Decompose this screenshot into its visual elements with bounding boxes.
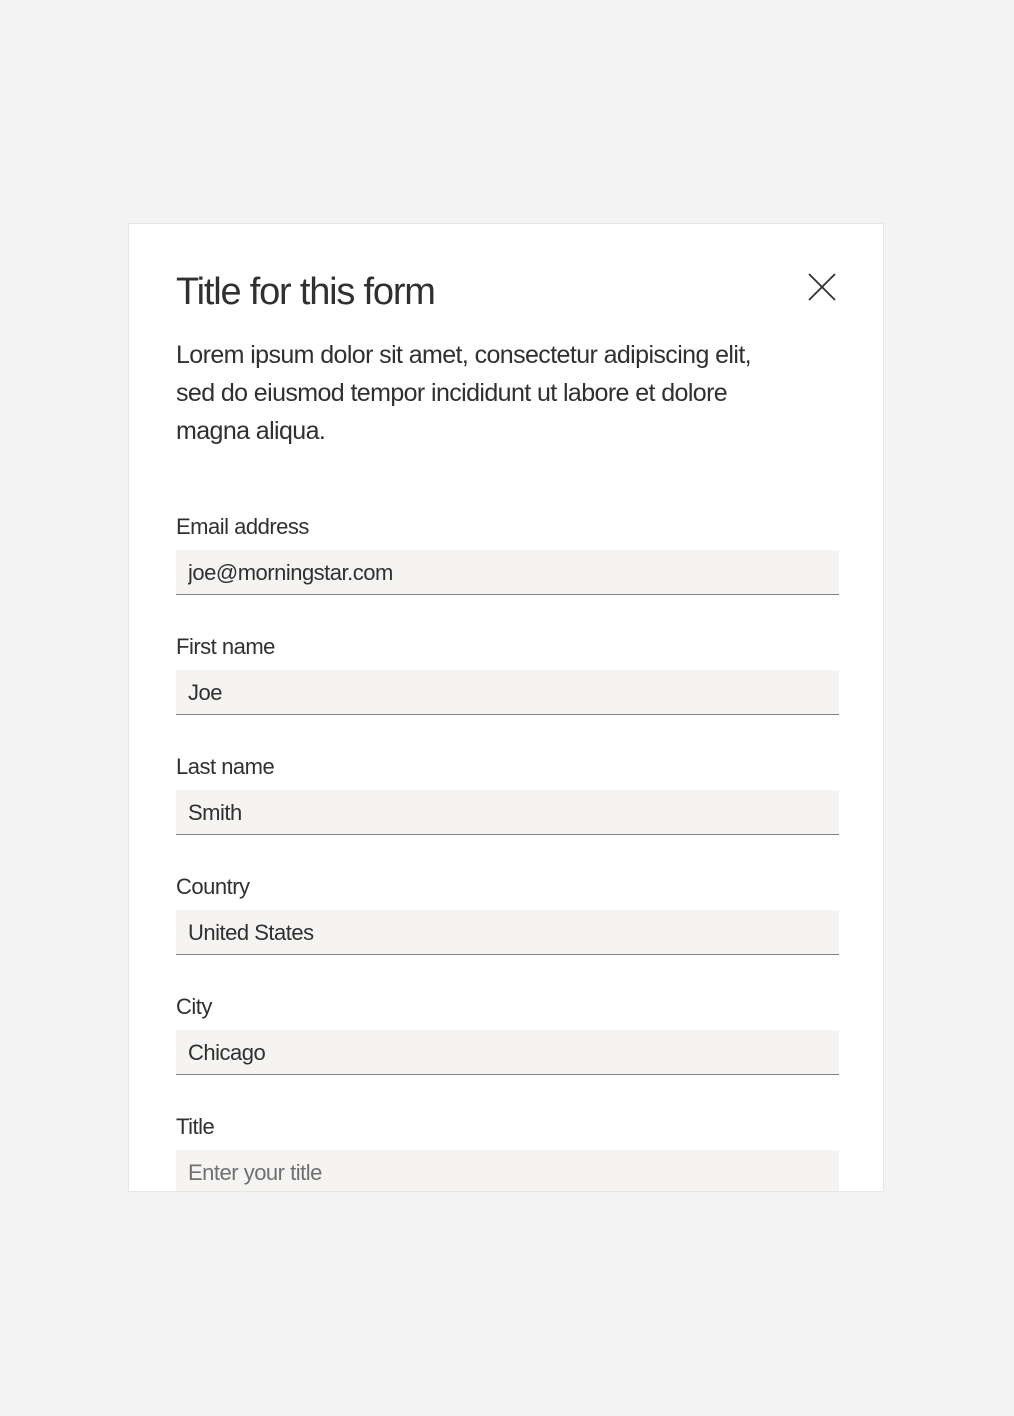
close-icon	[805, 270, 839, 304]
first-name-label: First name	[176, 634, 275, 659]
country-label: Country	[176, 874, 250, 899]
city-field[interactable]	[176, 1030, 839, 1075]
form-title: Title for this form	[176, 271, 435, 313]
email-field[interactable]	[176, 550, 839, 595]
last-name-label: Last name	[176, 754, 275, 779]
form-modal	[128, 223, 884, 1192]
last-name-field[interactable]	[176, 790, 839, 835]
close-button[interactable]	[805, 270, 839, 304]
first-name-field-group	[176, 632, 839, 752]
title-field-group	[176, 1112, 839, 1192]
city-field-group	[176, 992, 839, 1112]
country-field[interactable]	[176, 910, 839, 955]
form-fields	[176, 512, 839, 1192]
title-field[interactable]	[176, 1150, 839, 1192]
city-label: City	[176, 994, 212, 1019]
email-label: Email address	[176, 514, 309, 539]
title-label: Title	[176, 1114, 215, 1139]
email-field-group	[176, 512, 839, 632]
form-description: Lorem ipsum dolor sit amet, consectetur adipiscing elit, sed do eiusmod tempor incididunt ut labore et dolore magna aliqua.	[176, 341, 752, 445]
country-field-group	[176, 872, 839, 992]
first-name-field[interactable]	[176, 670, 839, 715]
last-name-field-group	[176, 752, 839, 872]
